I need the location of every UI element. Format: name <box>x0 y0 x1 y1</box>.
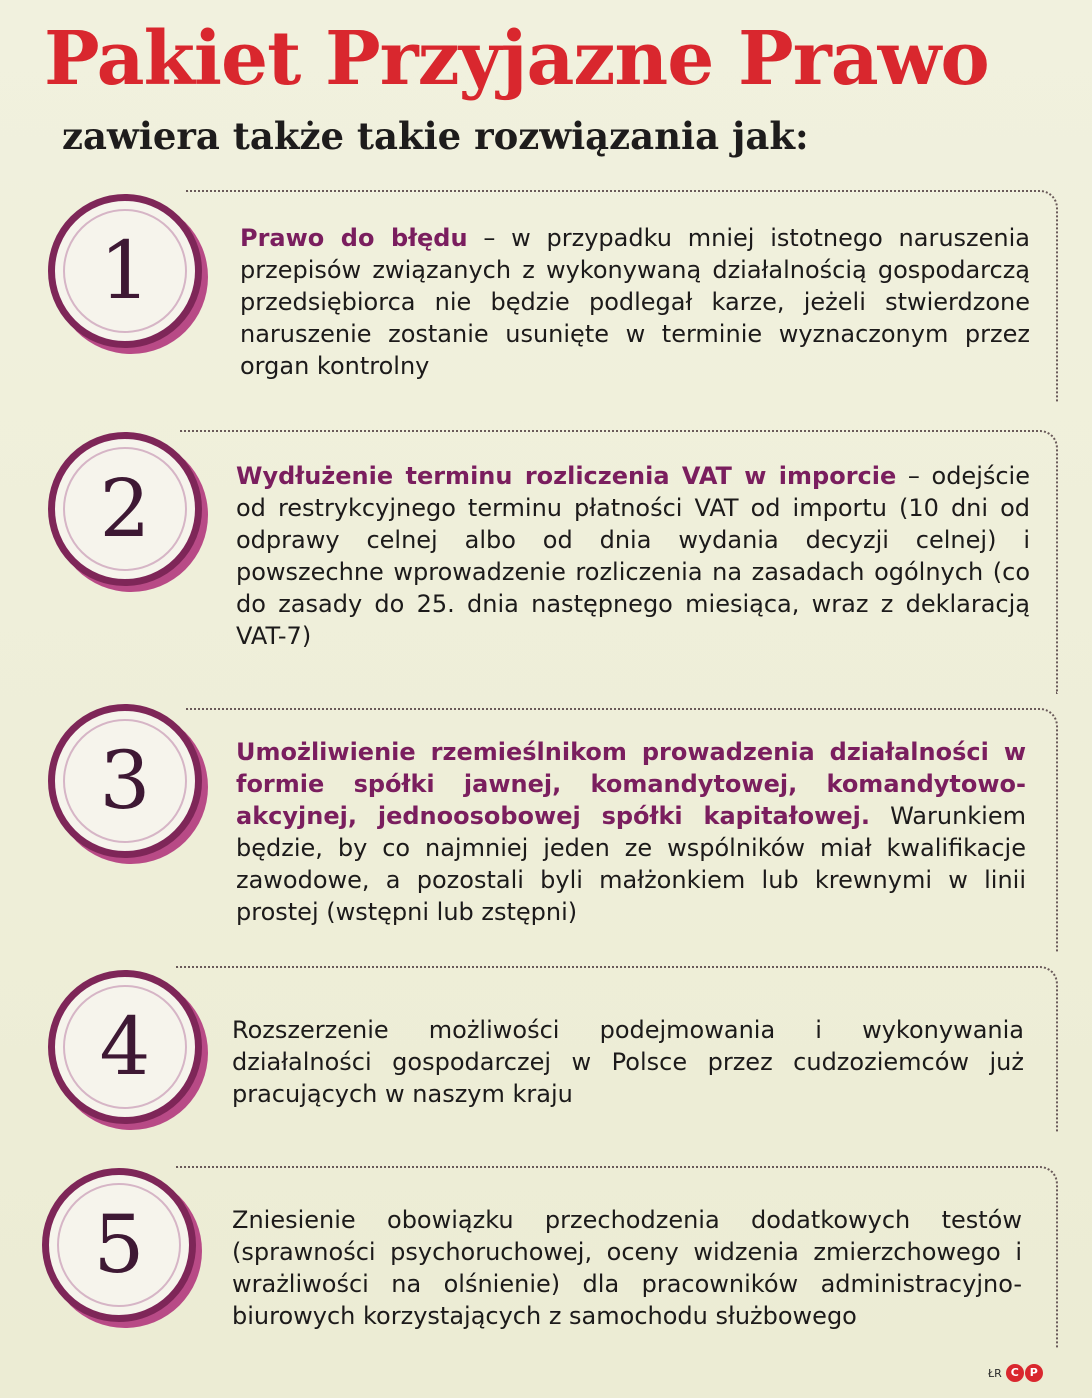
item-4-body: Rozszerzenie możliwości podejmowania i wykonywania działalności gospodarczej w Polsce przez cudzoziemców już pracujących w naszym kraju <box>232 1016 1024 1108</box>
item-2-number: 2 <box>99 462 151 555</box>
item-4-text <box>232 1014 1024 1110</box>
item-3-number-badge <box>48 704 202 858</box>
logo-letter-left: C <box>1006 1364 1024 1382</box>
item-5-number: 5 <box>93 1198 145 1291</box>
item-5-text <box>232 1204 1022 1332</box>
item-4-number-badge <box>48 970 202 1124</box>
item-1-highlight: Prawo do błędu <box>240 224 468 252</box>
item-3-number: 3 <box>99 734 151 827</box>
author-initials: ŁR <box>988 1366 1002 1380</box>
item-1-number: 1 <box>99 224 151 317</box>
page-subtitle: zawiera także takie rozwiązania jak: <box>62 114 809 158</box>
item-5-body: Zniesienie obowiązku przechodzenia dodatkowych testów (sprawności psychoruchowej, oceny widzenia zmierzchowego i wrażliwości na olśnienie) dla pracowników administracyjno-biurowych korzystających z samochodu służbowego <box>232 1206 1022 1330</box>
publisher-logo-icon <box>1006 1364 1043 1382</box>
item-2-highlight: Wydłużenie terminu rozliczenia VAT w imporcie <box>236 462 897 490</box>
item-4-number: 4 <box>99 1000 151 1093</box>
item-5-number-badge <box>42 1168 196 1322</box>
item-1-body: – w przypadku mniej istotnego naruszenia przepisów związanych z wykonywaną działalnością gospodarczą przedsiębiorca nie będzie podlegał karze, jeżeli stwierdzone naruszenie zostanie usunięte w terminie wyznaczonym przez organ kontrolny <box>240 224 1030 380</box>
item-3-text <box>236 736 1026 928</box>
item-3-body: Warunkiem będzie, by co najmniej jeden ze wspólników miał kwalifikacje zawodowe, a pozostali byli małżonkiem lub krewnymi w linii prostej (wstępni lub zstępni) <box>236 802 1026 926</box>
item-2-text <box>236 460 1030 652</box>
item-1-text <box>240 222 1030 382</box>
page-title: Pakiet Przyjazne Prawo <box>44 16 989 102</box>
footer-credit <box>988 1364 1043 1382</box>
logo-letter-right: P <box>1025 1364 1043 1382</box>
item-2-body: – odejście od restrykcyjnego terminu płatności VAT od importu (10 dni od odprawy celnej albo od dnia wydania decyzji celnej) i powszechne wprowadzenie rozliczenia na zasadach ogólnych (co do zasady do 25. dnia następnego miesiąca, wraz z deklaracją VAT-7) <box>236 462 1030 650</box>
item-3-highlight: Umożliwienie rzemieślnikom prowadzenia działalności w formie spółki jawnej, komandytowej, komandytowo-akcyjnej, jednoosobowej spółki kapitałowej. <box>236 738 1026 830</box>
item-2-number-badge <box>48 432 202 586</box>
item-1-number-badge <box>48 194 202 348</box>
